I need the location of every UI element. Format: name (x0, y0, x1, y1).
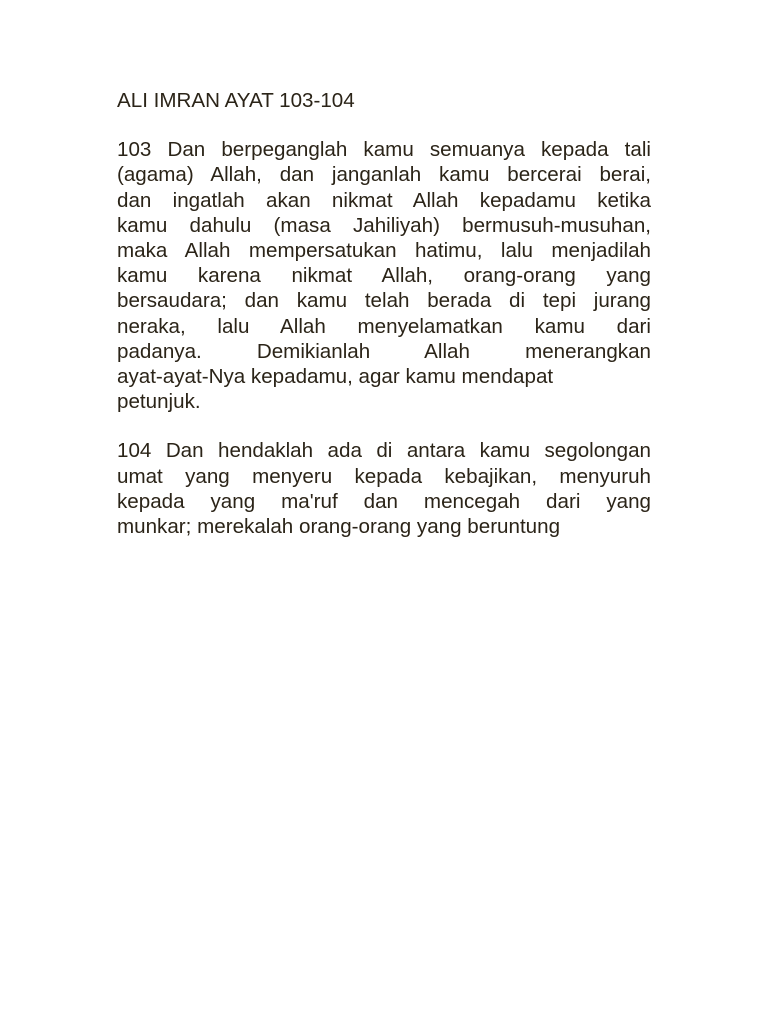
document-page (117, 88, 651, 563)
verse-103-line: maka Allah mempersatukan hatimu, lalu menjadilah (117, 239, 651, 263)
verse-103-line: dan ingatlah akan nikmat Allah kepadamu ketika (117, 188, 651, 212)
verse-103-line: kamu karena nikmat Allah, orang-orang yang (117, 264, 651, 288)
verse-103-line: 103 Dan berpeganglah kamu semuanya kepada tali (117, 138, 651, 162)
verse-104 (117, 438, 651, 539)
document-title: ALI IMRAN AYAT 103-104 (117, 89, 355, 112)
verse-103-line: padanya. Demikianlah Allah menerangkan (117, 339, 651, 363)
verse-104-line: munkar; merekalah orang-orang yang beruntung (117, 515, 561, 539)
verse-103-line: (agama) Allah, dan janganlah kamu bercerai berai, (117, 163, 651, 187)
verse-104-line: kepada yang ma'ruf dan mencegah dari yang (117, 489, 651, 513)
verse-104-line: 104 Dan hendaklah ada di antara kamu segolongan (117, 439, 651, 463)
verse-103 (117, 137, 651, 414)
verse-103-line: neraka, lalu Allah menyelamatkan kamu dari (117, 314, 651, 338)
verse-103-line: ayat-ayat-Nya kepadamu, agar kamu mendapat (117, 365, 554, 389)
verse-103-line: kamu dahulu (masa Jahiliyah) bermusuh-musuhan, (117, 213, 651, 237)
verse-103-line: petunjuk. (117, 390, 201, 414)
verse-103-line: bersaudara; dan kamu telah berada di tepi jurang (117, 289, 651, 313)
verse-104-line: umat yang menyeru kepada kebajikan, menyuruh (117, 464, 651, 488)
